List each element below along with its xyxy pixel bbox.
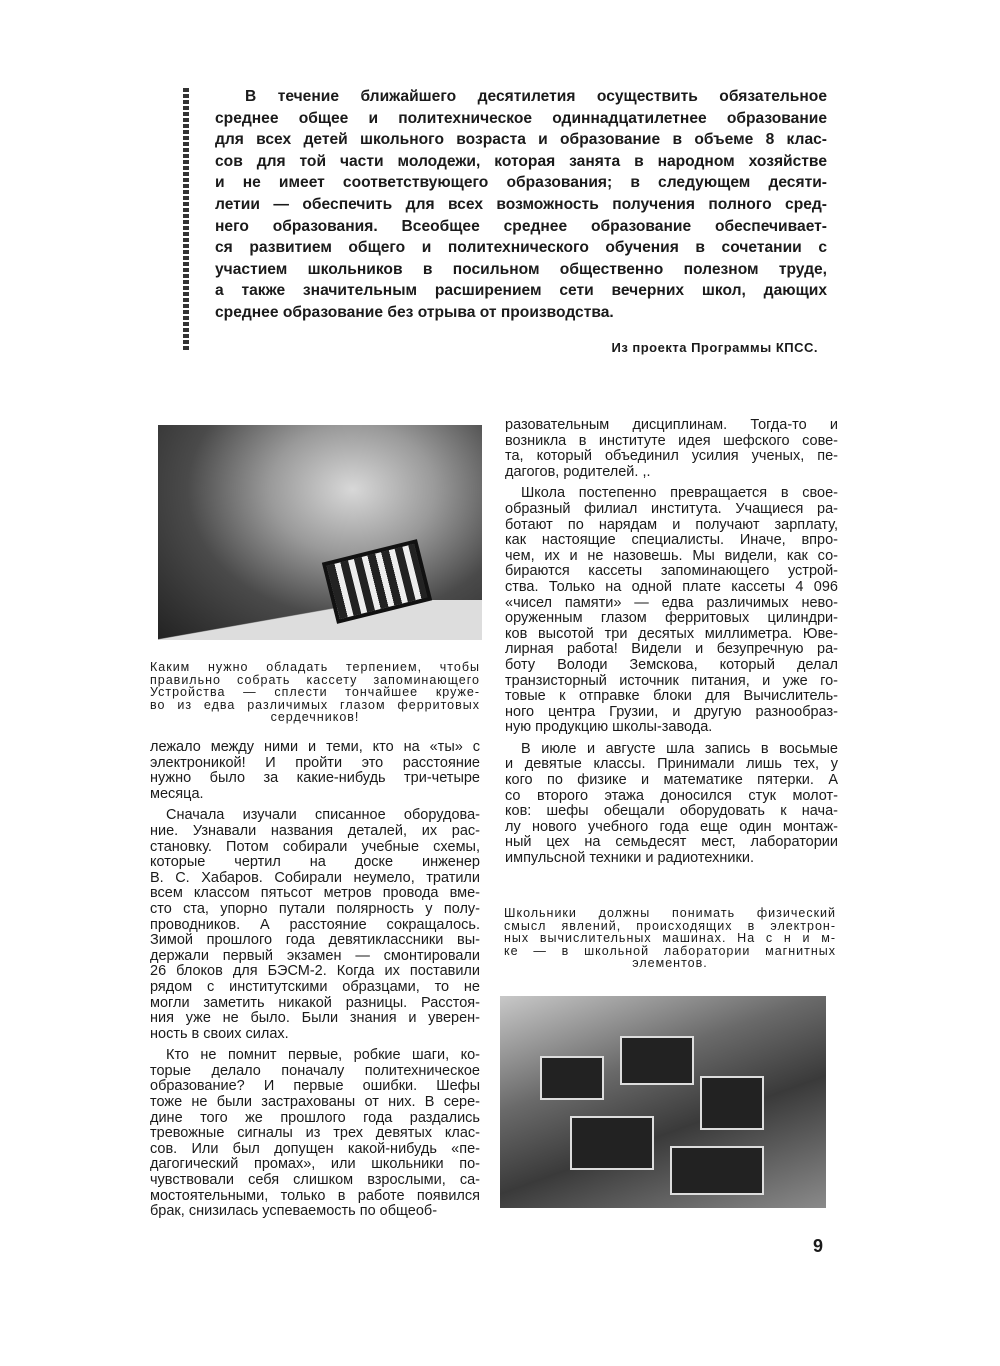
text-line: Школа постепенно превращается в свое- (521, 485, 838, 502)
text-line: лу нового учебного года еще один монтаж- (505, 818, 838, 835)
text-line: возникла в институте идея шефского сове- (505, 432, 838, 449)
quote-source: Из проекта Программы КПСС. (611, 340, 818, 355)
photo-desk (158, 600, 482, 640)
text-line: импульсной техники и радиотехники. (505, 850, 754, 867)
text-line: которые чертил на доске инженер (150, 854, 480, 871)
text-line: тоже не были застрахованы от них. В сере- (150, 1094, 480, 1111)
paragraph (505, 418, 838, 480)
photo-block (620, 1036, 694, 1085)
text-line: Сначала изучали списанное оборудова- (166, 807, 480, 824)
text-line: образование? И первые ошибки. Шефы (150, 1078, 480, 1095)
text-line: держали первый экзамен — смонтировали (150, 947, 480, 964)
quote-line: а также значительным расширением сети вечерних школ, дающих (215, 282, 827, 300)
text-line: как настоящие специалисты. Иначе, впро- (505, 532, 838, 549)
quote-line: него образования. Всеобщее среднее образование обеспечивает- (215, 217, 827, 235)
text-line: «чисел памяти» — едва различимых нево- (505, 594, 838, 611)
text-line: дине того же прошлого года раздались (150, 1109, 480, 1126)
decorative-dashed-rule (183, 88, 189, 350)
text-line: та, который объединил усилия ученых, пе- (505, 448, 838, 465)
text-line: проводников. А расстояние сокращалось. (150, 916, 480, 933)
text-line: дагогов, родителей. ,. (505, 463, 651, 480)
text-line: товые к отправке блоки для Вычислитель- (505, 688, 838, 705)
text-line: В июле и августе шла запись в восьмые (521, 740, 838, 757)
photo-block (670, 1146, 764, 1195)
text-line: разовательным дисциплинам. Тогда-то и (505, 417, 838, 433)
text-line: мостоятельными, только в работе появился (150, 1187, 480, 1204)
text-line: тревожные сигналы из трех девятых клас- (150, 1125, 480, 1142)
caption-line: Школьники должны понимать физический (504, 906, 836, 920)
text-line: лирная работа! Видели и безупречную ра- (505, 641, 838, 658)
text-line: торые делало поначалу политехническое (150, 1062, 480, 1079)
caption-line: ных вычислительных машинах. На с н и м- (504, 931, 836, 946)
caption-line: во из едва различимых глазом ферритовых (150, 697, 480, 712)
caption-line: Устройства — сплести тончайшее круже- (150, 685, 480, 700)
caption-line: ке — в школьной лаборатории магнитных (504, 943, 836, 958)
text-line: ния уже не было. Были знания и уверен- (150, 1010, 480, 1027)
text-line: ный цех на семьдесят мест, лаборатории (505, 834, 838, 851)
quote-line: для всех детей школьного возраста и образование в объеме 8 клас- (215, 131, 827, 149)
right-column-text (505, 418, 838, 873)
text-line: Зимой прошлого года девятиклассники вы- (150, 932, 480, 949)
photo-magnetic-elements-lab (500, 996, 826, 1208)
text-line: ного центра Грузии, и другую разнообраз- (505, 703, 838, 720)
text-line: ние. Узнавали названия деталей, их рас- (150, 822, 480, 839)
text-line: оруженным глазом ферритовых цилиндри- (505, 610, 838, 627)
caption-line: элементов. (632, 956, 708, 971)
photo1-caption (150, 661, 480, 724)
text-line: ков: шефы обещали оборудовать к нача- (505, 803, 838, 820)
text-line: чем, их и не назовешь. Мы видели, как со- (505, 547, 838, 564)
text-line: и девятые классы. Принимали лишь тех, у (505, 756, 838, 773)
photo-memory-cassette-assembly (158, 425, 482, 640)
text-line: лежало между ними и теми, кто на «ты» с (150, 739, 480, 755)
paragraph (150, 1048, 480, 1220)
text-line: брак, снизилась успеваемость по общеоб- (150, 1203, 438, 1220)
photo-block (540, 1056, 604, 1100)
paragraph (505, 742, 838, 867)
text-line: месяца. (150, 785, 204, 802)
text-line: образный филиал института. Учащиеся ра- (505, 500, 838, 517)
text-line: Кто не помнит первые, робкие шаги, ко- (166, 1047, 480, 1064)
photo-block (570, 1116, 654, 1170)
page-number: 9 (813, 1236, 824, 1256)
text-line: кого по физике и математике пятерки. А (505, 772, 838, 789)
text-line: ботают по нарядам и получают зарплату, (505, 516, 838, 533)
quote-line: и не имеет соответствующего образования; в следующем десяти- (215, 174, 827, 192)
paragraph (150, 740, 480, 802)
left-column-text (150, 740, 480, 1226)
quote-line: среднее общее и политехническое одиннадцатилетнее образование (215, 109, 827, 127)
text-line: боту Володи Земскова, который делал (505, 656, 838, 673)
quote-line: ся развитием общего и политехнического обучения в сочетании с (215, 239, 827, 257)
text-line: сов. Или был допущен какой-нибудь «пе- (150, 1140, 480, 1157)
text-line: рядом с институтскими образцами, то не (150, 978, 480, 995)
paragraph (150, 808, 480, 1042)
paragraph (505, 486, 838, 736)
text-line: могли заметить никакой разницы. Расстоя- (150, 994, 480, 1011)
text-line: всем классом пятьсот метров провода вме- (150, 885, 480, 902)
caption-line: сердечников! (270, 710, 360, 725)
quote-line: В течение ближайшего десятилетия осуществить обязательное (245, 88, 827, 105)
program-quote (215, 86, 827, 324)
quote-line: участием школьников в посильном общественно полезном труде, (215, 260, 827, 278)
text-line: ность в своих силах. (150, 1025, 289, 1042)
text-line: сто ста, упорно путали полярность у полу- (150, 900, 480, 917)
caption-line: смысл явлений, происходящих в электрон- (504, 918, 836, 933)
caption-line: Каким нужно обладать терпением, чтобы (150, 660, 480, 674)
quote-line: летии — обеспечить для всех возможность получения полного сред- (215, 195, 827, 213)
text-line: чувствовали себя слишком взрослыми, са- (150, 1172, 480, 1189)
text-line: становку. Потом собирали учебные схемы, (150, 838, 480, 855)
quote-line: сов для той части молодежи, которая занята в народном хозяйстве (215, 152, 827, 170)
quote-line: среднее образование без отрыва от производства. (215, 303, 614, 321)
photo2-caption (504, 907, 836, 970)
text-line: со второго этажа доносился стук молот- (505, 787, 838, 804)
text-line: транзисторный источник питания, и уже го- (505, 672, 838, 689)
text-line: бираются кассеты запоминающего устрой- (505, 563, 838, 580)
text-line: нужно было за какие-нибудь три-четыре (150, 770, 480, 787)
text-line: дагогический промах», или школьники по- (150, 1156, 480, 1173)
photo-block (700, 1076, 764, 1130)
caption-line: правильно собрать кассету запоминающего (150, 672, 480, 687)
text-line: ков высотой три десятых миллиметра. Юве- (505, 625, 838, 642)
text-line: электроникой! И пройти это расстояние (150, 754, 480, 771)
text-line: В. С. Хабаров. Собирали неумело, тратили (150, 869, 480, 886)
text-line: ную продукцию школы-завода. (505, 719, 713, 736)
text-line: ства. Только на одной плате кассеты 4 096 (505, 578, 838, 595)
text-line: 26 блоков для БЭСМ-2. Когда их поставили (150, 963, 480, 980)
